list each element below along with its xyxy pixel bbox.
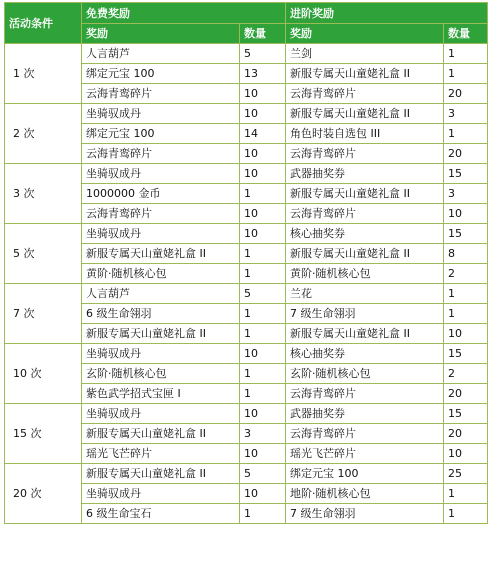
- condition-cell: 5 次: [5, 224, 82, 284]
- free-quantity-cell: 10: [240, 344, 286, 364]
- free-reward-cell: 6 级生命宝石: [82, 504, 240, 524]
- advanced-reward-cell: 瑶光飞芒碎片: [286, 444, 444, 464]
- advanced-quantity-cell: 1: [444, 64, 488, 84]
- free-reward-cell: 1000000 金币: [82, 184, 240, 204]
- advanced-reward-cell: 绑定元宝 100: [286, 464, 444, 484]
- free-quantity-cell: 1: [240, 384, 286, 404]
- table-row: [5, 284, 488, 304]
- advanced-quantity-cell: 3: [444, 104, 488, 124]
- condition-cell: 10 次: [5, 344, 82, 404]
- advanced-reward-cell: 核心抽奖券: [286, 344, 444, 364]
- advanced-reward-cell: 核心抽奖券: [286, 224, 444, 244]
- free-reward-cell: 新服专属天山童姥礼盒 II: [82, 324, 240, 344]
- advanced-reward-cell: 新服专属天山童姥礼盒 II: [286, 104, 444, 124]
- advanced-reward-cell: 云海青鸾碎片: [286, 144, 444, 164]
- free-reward-cell: 坐骑驭成丹: [82, 224, 240, 244]
- advanced-quantity-cell: 2: [444, 364, 488, 384]
- reward-table-container: [4, 2, 488, 524]
- advanced-reward-cell: 武器抽奖券: [286, 164, 444, 184]
- condition-header: 活动条件: [5, 3, 82, 44]
- advanced-quantity-cell: 15: [444, 164, 488, 184]
- advanced-quantity-cell: 10: [444, 204, 488, 224]
- free-quantity-cell: 1: [240, 304, 286, 324]
- table-row: [5, 404, 488, 424]
- advanced-reward-cell: 云海青鸾碎片: [286, 424, 444, 444]
- free-reward-cell: 坐骑驭成丹: [82, 404, 240, 424]
- free-quantity-cell: 10: [240, 104, 286, 124]
- free-reward-cell: 云海青鸾碎片: [82, 144, 240, 164]
- advanced-reward-cell: 玄阶·随机核心包: [286, 364, 444, 384]
- advanced-quantity-column-header: 数量: [444, 24, 488, 44]
- advanced-reward-cell: 7 级生命翎羽: [286, 504, 444, 524]
- free-quantity-cell: 1: [240, 324, 286, 344]
- advanced-reward-column-header: 奖励: [286, 24, 444, 44]
- advanced-quantity-cell: 20: [444, 424, 488, 444]
- advanced-reward-cell: 云海青鸾碎片: [286, 84, 444, 104]
- advanced-reward-cell: 兰花: [286, 284, 444, 304]
- advanced-reward-cell: 武器抽奖券: [286, 404, 444, 424]
- advanced-reward-cell: 兰剑: [286, 44, 444, 64]
- free-reward-cell: 坐骑驭成丹: [82, 164, 240, 184]
- advanced-quantity-cell: 15: [444, 224, 488, 244]
- free-quantity-cell: 10: [240, 484, 286, 504]
- free-reward-cell: 6 级生命翎羽: [82, 304, 240, 324]
- free-quantity-cell: 1: [240, 364, 286, 384]
- advanced-reward-cell: 地阶·随机核心包: [286, 484, 444, 504]
- free-reward-cell: 坐骑驭成丹: [82, 344, 240, 364]
- advanced-quantity-cell: 20: [444, 84, 488, 104]
- advanced-quantity-cell: 10: [444, 444, 488, 464]
- advanced-quantity-cell: 3: [444, 184, 488, 204]
- advanced-quantity-cell: 1: [444, 484, 488, 504]
- condition-cell: 2 次: [5, 104, 82, 164]
- advanced-quantity-cell: 1: [444, 124, 488, 144]
- advanced-quantity-cell: 25: [444, 464, 488, 484]
- advanced-quantity-cell: 15: [444, 404, 488, 424]
- free-quantity-cell: 10: [240, 144, 286, 164]
- free-reward-cell: 新服专属天山童姥礼盒 II: [82, 424, 240, 444]
- free-quantity-cell: 14: [240, 124, 286, 144]
- table-row: [5, 104, 488, 124]
- condition-cell: 7 次: [5, 284, 82, 344]
- advanced-quantity-cell: 15: [444, 344, 488, 364]
- free-quantity-cell: 10: [240, 444, 286, 464]
- free-quantity-cell: 10: [240, 84, 286, 104]
- advanced-reward-cell: 云海青鸾碎片: [286, 384, 444, 404]
- advanced-quantity-cell: 1: [444, 304, 488, 324]
- free-quantity-cell: 5: [240, 284, 286, 304]
- free-reward-cell: 云海青鸾碎片: [82, 84, 240, 104]
- advanced-reward-cell: 新服专属天山童姥礼盒 II: [286, 184, 444, 204]
- free-quantity-cell: 5: [240, 44, 286, 64]
- free-quantity-cell: 1: [240, 504, 286, 524]
- free-reward-cell: 玄阶·随机核心包: [82, 364, 240, 384]
- condition-cell: 20 次: [5, 464, 82, 524]
- advanced-reward-cell: 角色时装自选包 III: [286, 124, 444, 144]
- free-reward-cell: 坐骑驭成丹: [82, 484, 240, 504]
- table-row: [5, 224, 488, 244]
- condition-cell: 3 次: [5, 164, 82, 224]
- advanced-reward-cell: 黄阶·随机核心包: [286, 264, 444, 284]
- free-reward-cell: 绑定元宝 100: [82, 64, 240, 84]
- table-row: [5, 464, 488, 484]
- free-reward-cell: 紫色武学招式宝匣 I: [82, 384, 240, 404]
- free-quantity-cell: 1: [240, 184, 286, 204]
- free-quantity-cell: 13: [240, 64, 286, 84]
- table-row: [5, 164, 488, 184]
- free-quantity-cell: 10: [240, 404, 286, 424]
- condition-cell: 15 次: [5, 404, 82, 464]
- header-row-1: [5, 3, 488, 24]
- free-quantity-column-header: 数量: [240, 24, 286, 44]
- advanced-quantity-cell: 1: [444, 284, 488, 304]
- condition-cell: 1 次: [5, 44, 82, 104]
- table-row: [5, 344, 488, 364]
- advanced-reward-cell: 7 级生命翎羽: [286, 304, 444, 324]
- free-reward-cell: 瑶光飞芒碎片: [82, 444, 240, 464]
- table-body: [5, 44, 488, 524]
- free-reward-cell: 黄阶·随机核心包: [82, 264, 240, 284]
- free-quantity-cell: 10: [240, 224, 286, 244]
- advanced-rewards-header: 进阶奖励: [286, 3, 488, 24]
- reward-table: [4, 2, 488, 524]
- free-reward-cell: 绑定元宝 100: [82, 124, 240, 144]
- advanced-quantity-cell: 2: [444, 264, 488, 284]
- free-reward-cell: 人言葫芦: [82, 44, 240, 64]
- free-reward-cell: 坐骑驭成丹: [82, 104, 240, 124]
- table-header: [5, 3, 488, 44]
- advanced-reward-cell: 新服专属天山童姥礼盒 II: [286, 64, 444, 84]
- free-quantity-cell: 1: [240, 244, 286, 264]
- free-reward-column-header: 奖励: [82, 24, 240, 44]
- free-quantity-cell: 5: [240, 464, 286, 484]
- free-reward-cell: 新服专属天山童姥礼盒 II: [82, 244, 240, 264]
- free-reward-cell: 新服专属天山童姥礼盒 II: [82, 464, 240, 484]
- free-reward-cell: 云海青鸾碎片: [82, 204, 240, 224]
- free-quantity-cell: 10: [240, 164, 286, 184]
- advanced-quantity-cell: 1: [444, 44, 488, 64]
- advanced-reward-cell: 新服专属天山童姥礼盒 II: [286, 244, 444, 264]
- table-row: [5, 44, 488, 64]
- advanced-quantity-cell: 20: [444, 144, 488, 164]
- advanced-reward-cell: 新服专属天山童姥礼盒 II: [286, 324, 444, 344]
- advanced-quantity-cell: 8: [444, 244, 488, 264]
- free-quantity-cell: 1: [240, 264, 286, 284]
- free-quantity-cell: 3: [240, 424, 286, 444]
- free-reward-cell: 人言葫芦: [82, 284, 240, 304]
- advanced-quantity-cell: 10: [444, 324, 488, 344]
- advanced-quantity-cell: 1: [444, 504, 488, 524]
- advanced-reward-cell: 云海青鸾碎片: [286, 204, 444, 224]
- free-quantity-cell: 10: [240, 204, 286, 224]
- advanced-quantity-cell: 20: [444, 384, 488, 404]
- free-rewards-header: 免费奖励: [82, 3, 286, 24]
